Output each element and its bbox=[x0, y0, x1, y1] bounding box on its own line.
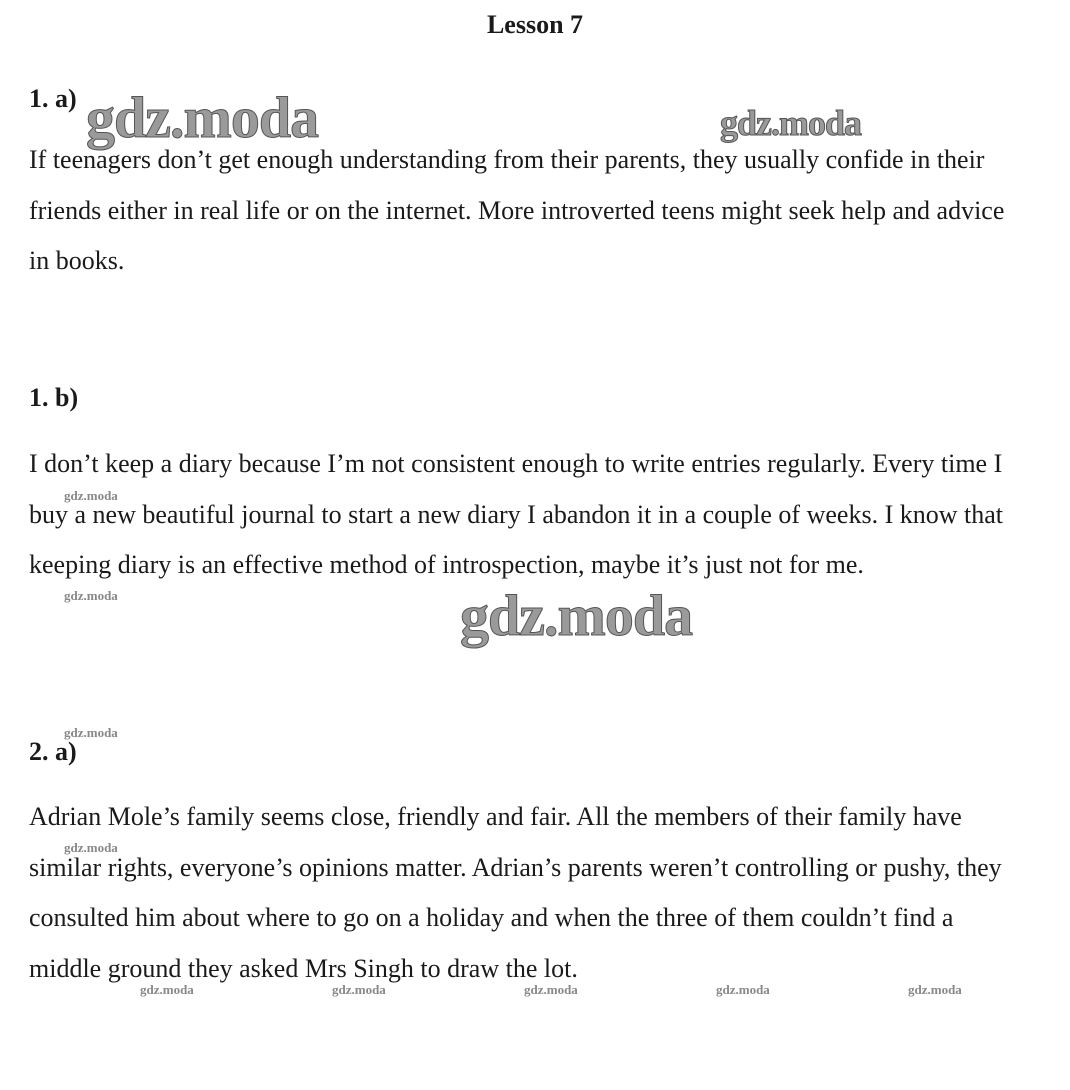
watermark-logo: gdz.moda bbox=[140, 982, 194, 997]
section-heading-1b: 1. b) bbox=[29, 383, 79, 412]
section-text-1b: I don’t keep a diary because I’m not consistent enough to write entries regularly. Every time I buy a new beautiful journal to start a new diary I abandon it in a couple of weeks. I know that keeping diary is an effective method of introspection, maybe it’s just not for me. bbox=[29, 449, 1003, 579]
watermark-logo: gdz.moda bbox=[332, 982, 386, 997]
section-text-1a: If teenagers don’t get enough understanding from their parents, they usually confide in their friends either in real life or on the internet. More introverted teens might seek help and advice in books. bbox=[29, 145, 1005, 275]
page-title: Lesson 7 bbox=[486, 10, 584, 39]
watermark-logo: gdz.moda bbox=[86, 85, 319, 150]
watermark-logo: gdz.moda bbox=[460, 583, 693, 648]
section-heading-1a: 1. a) bbox=[29, 84, 77, 113]
watermark-logo: gdz.moda bbox=[716, 982, 770, 997]
watermark-logo: gdz.moda bbox=[64, 588, 118, 603]
watermark-logo: gdz.moda bbox=[64, 488, 118, 503]
section-heading-2a: 2. a) bbox=[29, 737, 77, 766]
watermark-logo: gdz.moda bbox=[64, 725, 118, 740]
section-text-2a: Adrian Mole’s family seems close, friendly and fair. All the members of their family have similar rights, everyone’s opinions matter. Adrian’s parents weren’t controlling or pushy, they consulted him about where to go on a holiday and when the three of them couldn’t find a middle ground they asked Mrs Singh to draw the lot. bbox=[29, 802, 1002, 983]
watermark-logo: gdz.moda bbox=[908, 982, 962, 997]
watermark-logo: gdz.moda bbox=[524, 982, 578, 997]
watermark-logo: gdz.moda bbox=[64, 840, 118, 855]
watermark-logo: gdz.moda bbox=[720, 103, 862, 143]
